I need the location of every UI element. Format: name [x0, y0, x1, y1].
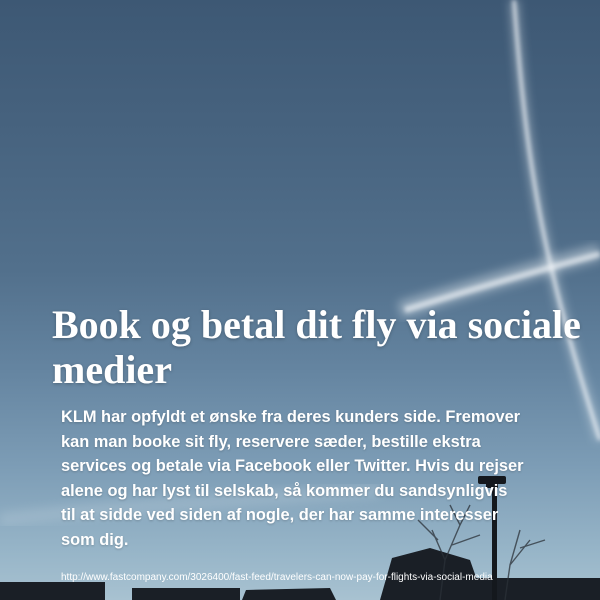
headline: Book og betal dit fly via sociale medier: [52, 302, 581, 392]
article-summary: KLM har opfyldt et ønske fra deres kunders side. Fremover kan man booke sit fly, reservere sæder, bestille ekstra services og betale via Facebook eller Twitter. Hvis du rejser alene og har lyst til selskab, så kommer du sandsynligvis til at sidde ved siden af nogle, der har samme interesser som dig.: [61, 408, 524, 549]
source-url: http://www.fastcompany.com/3026400/fast-feed/travelers-can-now-pay-for-flights-via-social-media: [61, 572, 493, 583]
